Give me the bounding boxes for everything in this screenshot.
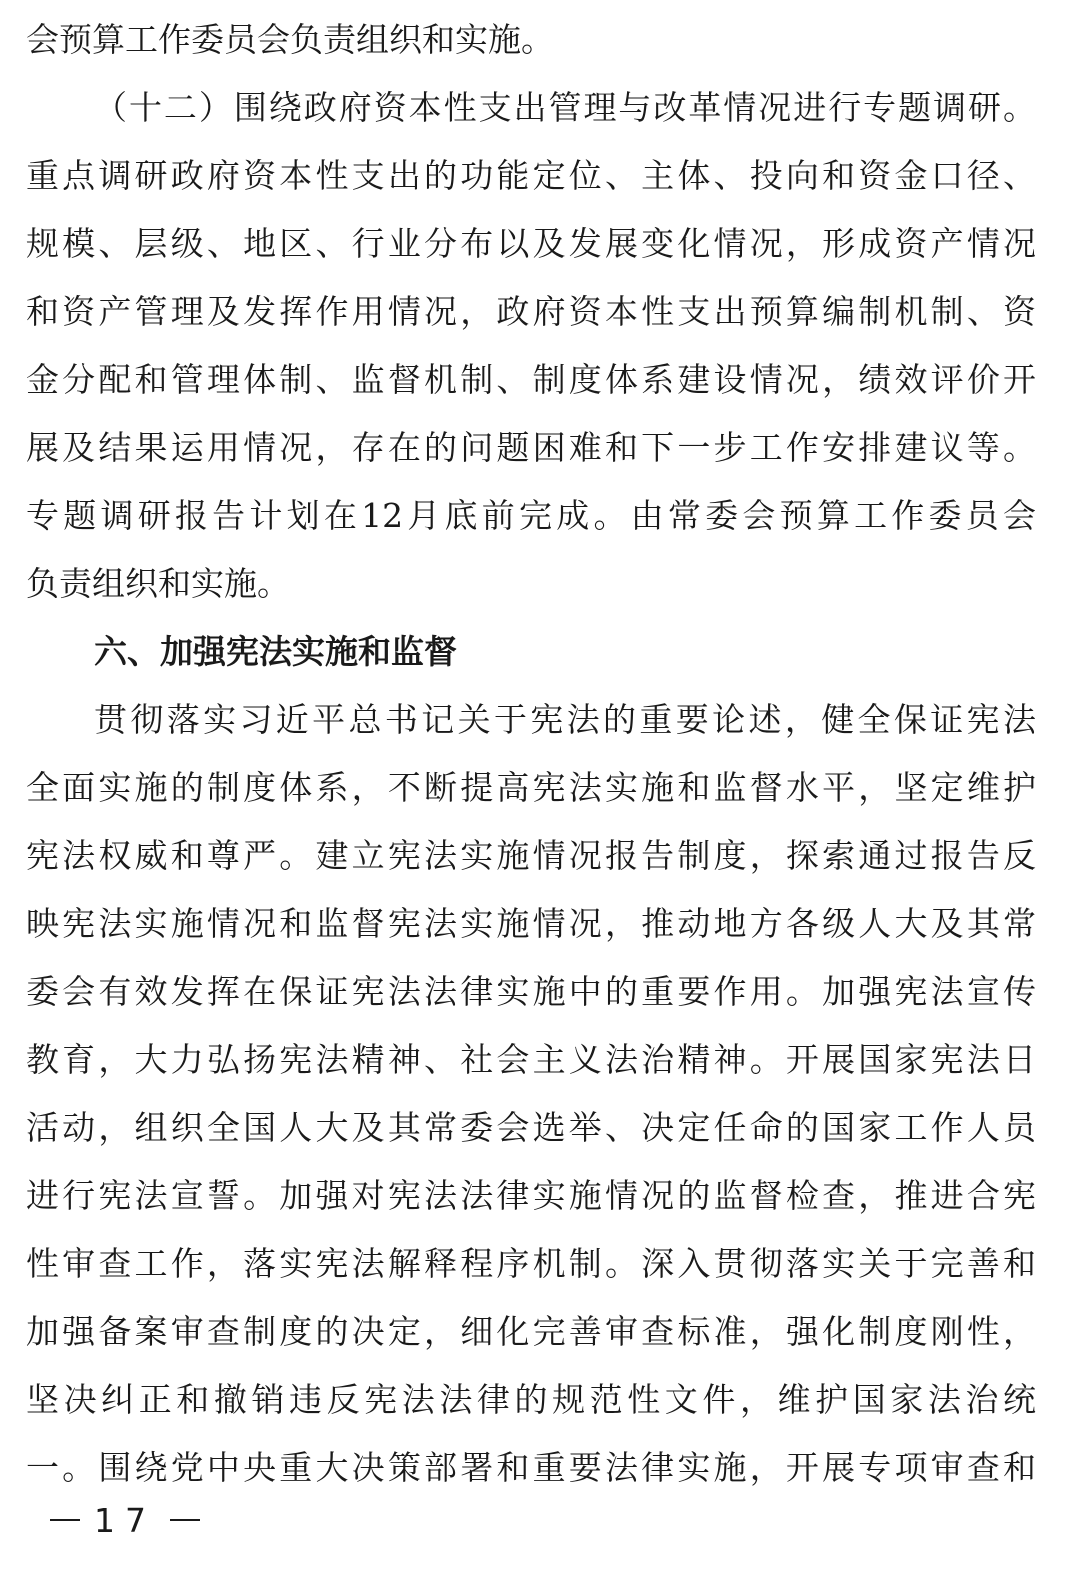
footer-dash-left (50, 1519, 80, 1521)
text-line-20: 加强备案审查制度的决定，细化完善审查标准，强化制度刚性， (26, 1312, 1036, 1351)
text-line-17: 活动，组织全国人大及其常委会选举、决定任命的国家工作人员 (26, 1108, 1036, 1147)
text-line-15: 委会有效发挥在保证宪法法律实施中的重要作用。加强宪法宣传 (26, 972, 1036, 1011)
text-line-4: 规模、层级、地区、行业分布以及发展变化情况，形成资产情况 (26, 224, 1036, 263)
text-line-22: 一。围绕党中央重大决策部署和重要法律实施，开展专项审查和 (26, 1448, 1036, 1487)
text-line-6: 金分配和管理体制、监督机制、制度体系建设情况，绩效评价开 (26, 360, 1036, 399)
text-line-8: 专题调研报告计划在12月底前完成。由常委会预算工作委员会 (26, 496, 1036, 535)
text-line-12: 全面实施的制度体系，不断提高宪法实施和监督水平，坚定维护 (26, 768, 1036, 807)
text-line-18: 进行宪法宣誓。加强对宪法法律实施情况的监督检查，推进合宪 (26, 1176, 1036, 1215)
text-line-21: 坚决纠正和撤销违反宪法法律的规范性文件，维护国家法治统 (26, 1380, 1036, 1419)
text-line-3: 重点调研政府资本性支出的功能定位、主体、投向和资金口径、 (26, 156, 1036, 195)
text-line-16: 教育，大力弘扬宪法精神、社会主义法治精神。开展国家宪法日 (26, 1040, 1036, 1079)
text-line-1: 会预算工作委员会负责组织和实施。 (26, 20, 554, 59)
section-heading-6: 六、加强宪法实施和监督 (94, 632, 457, 671)
text-line-7: 展及结果运用情况，存在的问题困难和下一步工作安排建议等。 (26, 428, 1036, 467)
text-line-19: 性审查工作，落实宪法解释程序机制。深入贯彻落实关于完善和 (26, 1244, 1036, 1283)
footer-dash-right (170, 1519, 200, 1521)
page-number: 17 (94, 1500, 156, 1540)
page-footer (36, 1495, 214, 1545)
text-line-14: 映宪法实施情况和监督宪法实施情况，推动地方各级人大及其常 (26, 904, 1036, 943)
text-line-9: 负责组织和实施。 (26, 564, 290, 603)
text-line-5: 和资产管理及发挥作用情况，政府资本性支出预算编制机制、资 (26, 292, 1036, 331)
text-line-13: 宪法权威和尊严。建立宪法实施情况报告制度，探索通过报告反 (26, 836, 1036, 875)
text-line-11: 贯彻落实习近平总书记关于宪法的重要论述，健全保证宪法 (94, 700, 1036, 739)
section-item-12-title: （十二）围绕政府资本性支出管理与改革情况进行专题调研。 (94, 88, 1036, 127)
